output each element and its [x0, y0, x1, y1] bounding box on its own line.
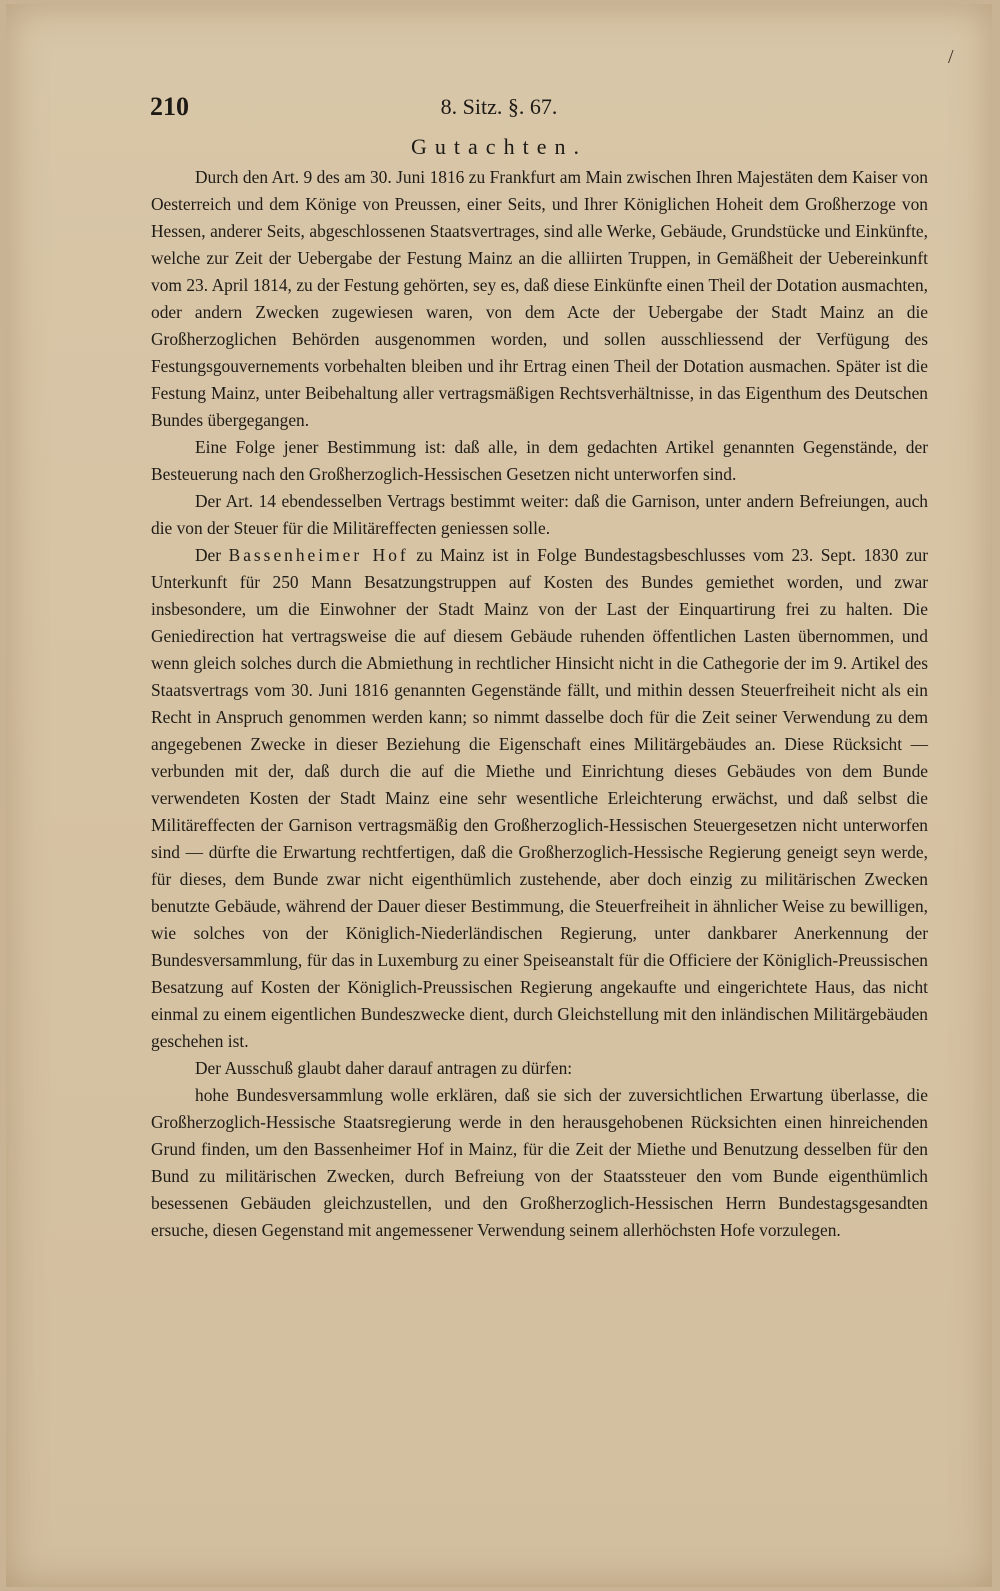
document-page	[6, 4, 992, 1587]
paragraph-4	[151, 542, 928, 1055]
body-text	[151, 164, 928, 1244]
paragraph-4-text: zu Mainz ist in Folge Bundestagsbeschlusses vom 23. Sept. 1830 zur Unterkunft für 250 Mann Besatzungstruppen auf Kosten des Bundes gemiethet worden, und zwar insbesondere, um die Einwohner der Stadt Mainz von der Last der Einquartirung frei zu halten. Die Geniedirection hat vertragsweise die auf diesem Gebäude ruhenden öffentlichen Lasten übernommen, und wenn gleich solches durch die Abmiethung in rechtlicher Hinsicht nicht in die Cathegorie der im 9. Artikel des Staatsvertrags vom 30. Juni 1816 genannten Gegenstände fällt, und mithin dessen Steuerfreiheit nicht als ein Recht in Anspruch genommen werden kann; so nimmt dasselbe doch für die Zeit seiner Verwendung zu dem angegebenen Zwecke in dieser Beziehung die Eigenschaft eines Militärgebäudes an. Diese Rücksicht — verbunden mit der, daß durch die auf die Miethe und Einrichtung dieses Gebäudes von dem Bunde verwendeten Kosten der Stadt Mainz eine sehr wesentliche Erleichterung erwächst, und daß selbst die Militäreffecten der Garnison vertragsmäßig den Großherzoglich-Hessischen Steuergesetzen nicht unterworfen sind — dürfte die Erwartung rechtfertigen, daß die Großherzoglich-Hessische Regierung geneigt seyn werde, für dieses, dem Bunde zwar nicht eigenthümlich zustehende, aber doch einzig zu militärischen Zwecken benutzte Gebäude, während der Dauer dieser Bestimmung, die Steuerfreiheit in ähnlicher Weise zu bewilligen, wie solches von der Königlich-Niederländischen Regierung, unter dankbarer Anerkennung der Bundesversammlung, für das in Luxemburg zu einer Speiseanstalt für die Officiere der Königlich-Preussischen Besatzung auf Kosten der Königlich-Preussischen Regierung angekaufte und eingerichtete Haus, das nicht einmal zu einem eigentlichen Bundeszwecke dient, durch Gleichstellung mit den inländischen Militärgebäuden geschehen ist.	[151, 545, 928, 1051]
paragraph-1: Durch den Art. 9 des am 30. Juni 1816 zu Frankfurt am Main zwischen Ihren Majestäten dem Kaiser von Oesterreich und dem Könige von Preussen, einer Seits, und Ihrer Königlichen Hoheit dem Großherzoge von Hessen, anderer Seits, abgeschlossenen Staatsvertrages, sind alle Werke, Gebäude, Grundstücke und Einkünfte, welche zur Zeit der Uebergabe der Festung Mainz an die alliirten Truppen, in Gemäßheit der Uebereinkunft vom 23. April 1814, zu der Festung gehörten, sey es, daß diese Einkünfte einen Theil der Dotation ausmachten, oder andern Zwecken zugewiesen waren, von dem Acte der Uebergabe der Stadt Mainz an die Großherzoglichen Behörden ausgenommen worden, und sollen ausschliessend der Verfügung des Festungsgouvernements vorbehalten bleiben und ihr Ertrag einen Theil der Dotation ausmachen. Später ist die Festung Mainz, unter Beibehaltung aller vertragsmäßigen Rechtsverhältnisse, in das Eigenthum des Deutschen Bundes übergegangen.	[151, 167, 928, 430]
paragraph-4-prefix: Der	[195, 545, 229, 565]
section-title: Gutachten.	[411, 134, 587, 159]
motion-intro: Der Ausschuß glaubt daher darauf antragen zu dürfen:	[195, 1058, 573, 1078]
motion-text: hohe Bundesversammlung wolle erklären, daß sie sich der zuversichtlichen Erwartung überlasse, die Großherzoglich-Hessische Staatsregierung werde in den herausgehobenen Rücksichten einen hinreichenden Grund finden, um den Bassenheimer Hof in Mainz, für die Zeit der Miethe und Benutzung desselben für den Bund zu militärischen Zwecken, durch Befreiung von der Staatssteuer den vom Bunde eigenthümlich besessenen Gebäuden gleichzustellen, und den Großherzoglich-Hessischen Herrn Bundestagsgesandten ersuche, diesen Gegenstand mit angemessener Verwendung seinem allerhöchsten Hofe vorzulegen.	[151, 1085, 928, 1240]
bassenheimer-hof-name: Bassenheimer Hof	[228, 545, 409, 565]
page-number: 210	[150, 92, 189, 121]
running-head: 8. Sitz. §. 67.	[440, 94, 558, 119]
corner-mark: /	[948, 46, 954, 68]
paragraph-2: Eine Folge jener Bestimmung ist: daß alle, in dem gedachten Artikel genannten Gegenstände, der Besteuerung nach den Großherzoglich-Hessischen Gesetzen nicht unterworfen sind.	[151, 437, 928, 484]
paragraph-3: Der Art. 14 ebendesselben Vertrags bestimmt weiter: daß die Garnison, unter andern Befreiungen, auch die von der Steuer für die Militäreffecten geniessen solle.	[151, 491, 928, 538]
